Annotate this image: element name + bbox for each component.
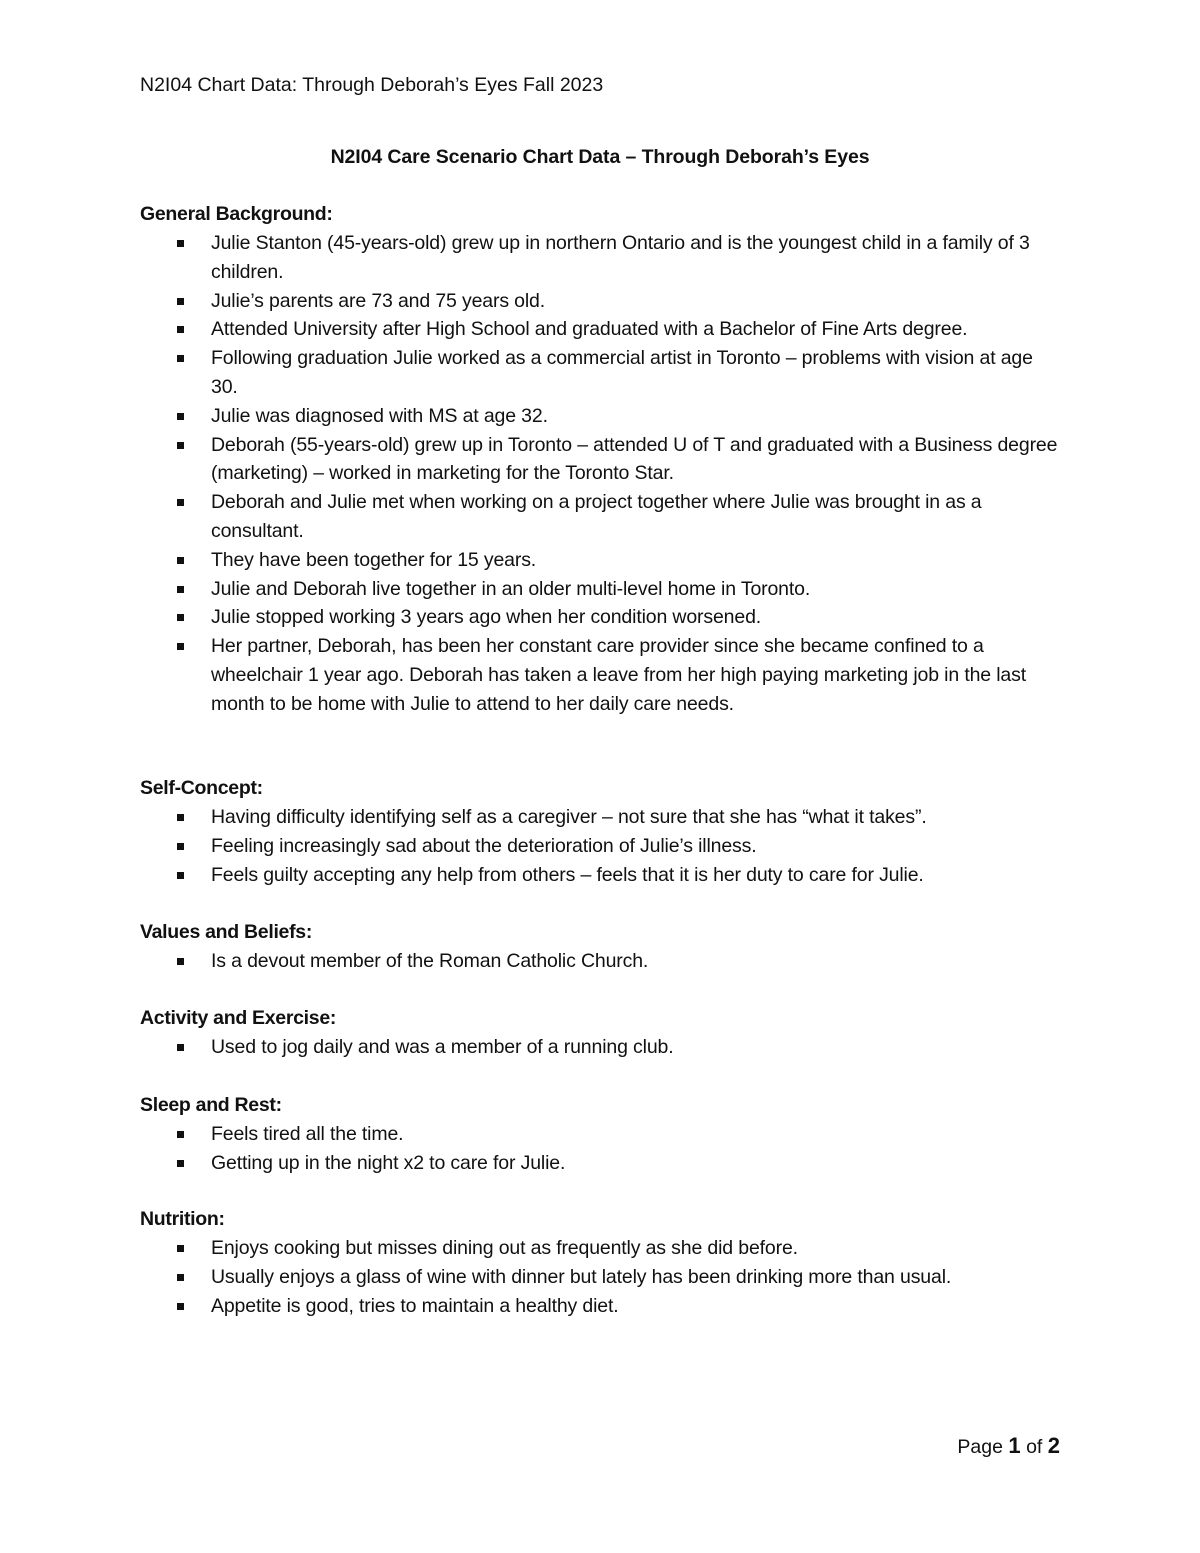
square-bullet-icon	[177, 1274, 184, 1281]
square-bullet-icon	[177, 843, 184, 850]
list-item-text: Attended University after High School and graduated with a Bachelor of Fine Arts degree.	[211, 318, 968, 341]
section-heading: General Background:	[140, 203, 333, 225]
bullet-list	[140, 1234, 1060, 1320]
list-item-text: Appetite is good, tries to maintain a healthy diet.	[211, 1294, 619, 1317]
bullet-list	[140, 803, 1060, 889]
list-item	[140, 632, 1060, 718]
section-activity-and-exercise	[140, 1003, 1060, 1062]
list-item	[140, 315, 1060, 344]
total-pages-number: 2	[1047, 1433, 1060, 1458]
square-bullet-icon	[177, 499, 184, 506]
list-item-text: Feeling increasingly sad about the deterioration of Julie’s illness.	[211, 834, 757, 857]
list-item-text: Is a devout member of the Roman Catholic Church.	[211, 950, 649, 972]
square-bullet-icon	[177, 355, 184, 362]
list-item-text: Following graduation Julie worked as a commercial artist in Toronto – problems with vision at age 30.	[211, 347, 1033, 398]
list-item-text: Deborah (55-years-old) grew up in Toronto – attended U of T and graduated with a Business degree (marketing) – worked in marketing for the Toronto Star.	[211, 433, 1058, 485]
square-bullet-icon	[177, 586, 184, 593]
square-bullet-icon	[177, 1303, 184, 1310]
section-heading: Activity and Exercise:	[140, 1007, 337, 1029]
section-general-background	[140, 199, 1060, 719]
list-item-text: Enjoys cooking but misses dining out as frequently as she did before.	[211, 1237, 798, 1259]
page-number-of: of	[1026, 1436, 1043, 1458]
list-item-text: Usually enjoys a glass of wine with dinner but lately has been drinking more than usual.	[211, 1265, 952, 1288]
section-heading: Values and Beliefs:	[140, 921, 313, 943]
list-item	[140, 431, 1060, 489]
list-item-text: Used to jog daily and was a member of a running club.	[211, 1036, 674, 1058]
square-bullet-icon	[177, 1160, 184, 1167]
current-page-number: 1	[1008, 1433, 1021, 1458]
list-item	[140, 402, 1060, 431]
list-item-text: Her partner, Deborah, has been her constant care provider since she became confined to a wheelchair 1 year ago. Deborah has taken a leave from her high paying marketing job in the last month to be home with Julie to attend to her daily care needs.	[211, 635, 1026, 715]
section-self-concept	[140, 773, 1060, 889]
list-item	[140, 546, 1060, 575]
square-bullet-icon	[177, 240, 184, 247]
list-item	[140, 229, 1060, 287]
list-item	[140, 1033, 1060, 1062]
list-item-text: Julie stopped working 3 years ago when her condition worsened.	[211, 606, 762, 629]
square-bullet-icon	[177, 643, 184, 650]
list-item	[140, 1263, 1060, 1292]
list-item	[140, 1234, 1060, 1263]
square-bullet-icon	[177, 413, 184, 420]
square-bullet-icon	[177, 1245, 184, 1252]
page-number-label: Page	[957, 1436, 1003, 1458]
bullet-list	[140, 1033, 1060, 1062]
section-sleep-and-rest	[140, 1090, 1060, 1178]
list-item	[140, 861, 1060, 890]
section-nutrition	[140, 1204, 1060, 1320]
list-item	[140, 947, 1060, 976]
list-item-text: Julie was diagnosed with MS at age 32.	[211, 404, 548, 427]
bullet-list	[140, 947, 1060, 976]
list-item	[140, 603, 1060, 632]
list-item-text: Feels tired all the time.	[211, 1123, 404, 1145]
list-item	[140, 1292, 1060, 1321]
list-item-text: Julie’s parents are 73 and 75 years old.	[211, 289, 546, 312]
bullet-list	[140, 1120, 1060, 1178]
square-bullet-icon	[177, 814, 184, 821]
section-heading: Nutrition:	[140, 1208, 225, 1230]
list-item	[140, 832, 1060, 861]
list-item-text: Getting up in the night x2 to care for Julie.	[211, 1151, 566, 1174]
list-item-text: Julie Stanton (45-years-old) grew up in northern Ontario and is the youngest child in a family of 3 children.	[211, 232, 1030, 283]
bullet-list	[140, 229, 1060, 719]
square-bullet-icon	[177, 614, 184, 621]
list-item-text: Deborah and Julie met when working on a project together where Julie was brought in as a consultant.	[211, 491, 982, 542]
square-bullet-icon	[177, 958, 184, 965]
document-title: N2I04 Care Scenario Chart Data – Through Deborah’s Eyes	[330, 146, 870, 168]
list-item-text: They have been together for 15 years.	[211, 548, 537, 571]
list-item	[140, 575, 1060, 604]
list-item	[140, 803, 1060, 832]
square-bullet-icon	[177, 326, 184, 333]
square-bullet-icon	[177, 1044, 184, 1051]
section-heading: Self-Concept:	[140, 777, 263, 799]
section-values-and-beliefs	[140, 917, 1060, 976]
square-bullet-icon	[177, 557, 184, 564]
list-item	[140, 1120, 1060, 1149]
list-item	[140, 287, 1060, 316]
list-item-text: Having difficulty identifying self as a caregiver – not sure that she has “what it takes”.	[211, 806, 927, 828]
list-item-text: Feels guilty accepting any help from others – feels that it is her duty to care for Julie.	[211, 863, 924, 886]
square-bullet-icon	[177, 442, 184, 449]
list-item	[140, 488, 1060, 546]
list-item-text: Julie and Deborah live together in an older multi-level home in Toronto.	[211, 577, 811, 600]
running-header: N2I04 Chart Data: Through Deborah’s Eyes Fall 2023	[140, 74, 604, 96]
section-heading: Sleep and Rest:	[140, 1094, 282, 1116]
square-bullet-icon	[177, 1131, 184, 1138]
page-number	[957, 1432, 1060, 1461]
list-item	[140, 1149, 1060, 1178]
square-bullet-icon	[177, 872, 184, 879]
square-bullet-icon	[177, 298, 184, 305]
list-item	[140, 344, 1060, 402]
